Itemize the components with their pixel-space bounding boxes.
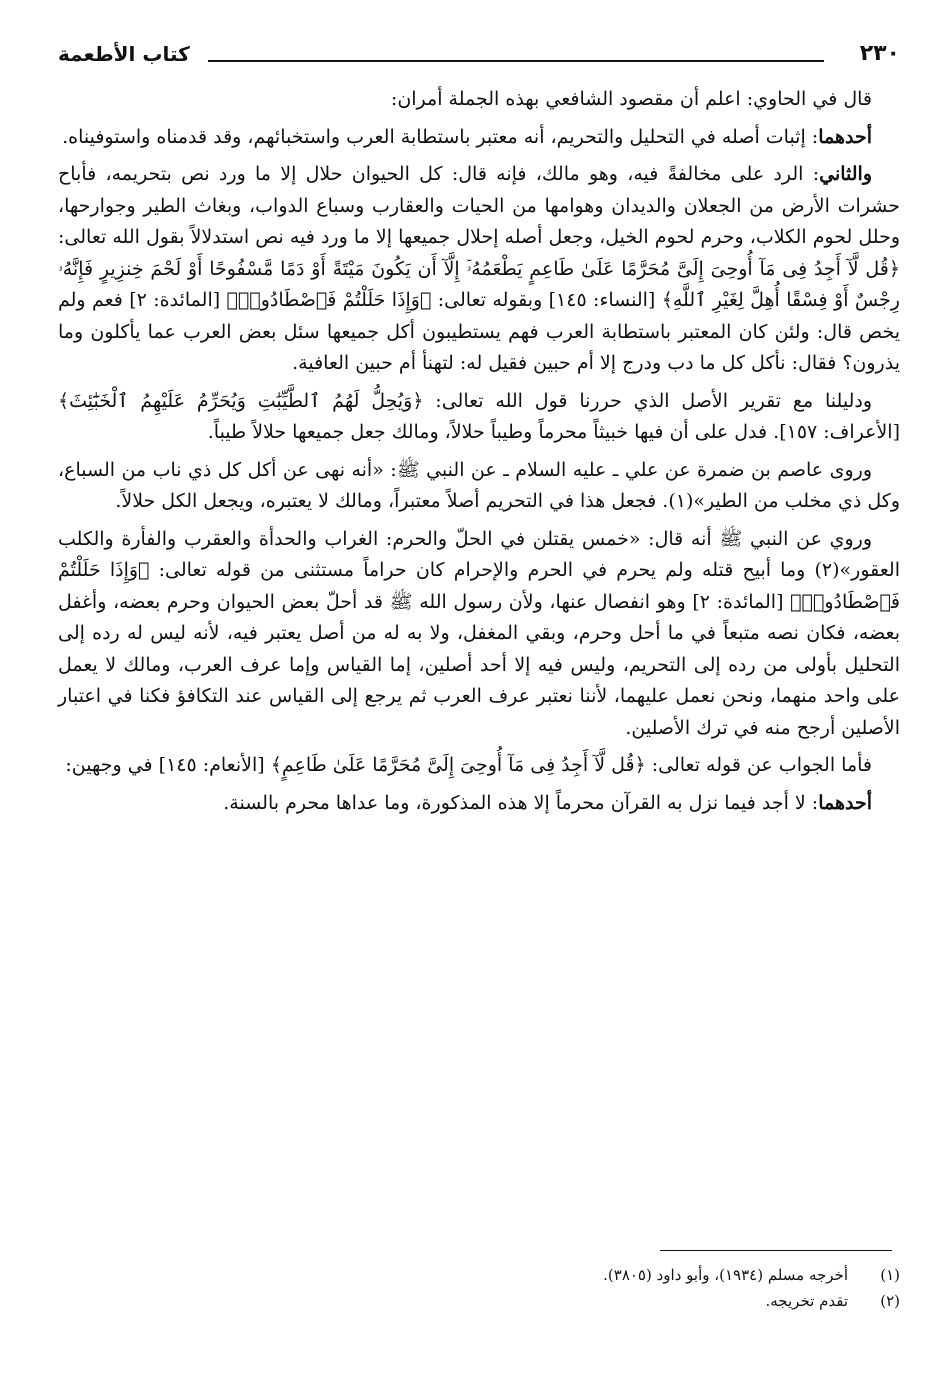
page-number: ٢٣٠ [859,41,900,66]
main-text [58,84,900,825]
answer-first-lead: أحدهما [818,791,872,814]
first-point-text: : إثبات أصله في التحليل والتحريم، أنه معتبر باستطابة العرب واستخبائهم، وقد قدمناه واستوفيناه. [62,125,819,148]
answer-first-text: : لا أجد فيما نزل به القرآن محرماً إلا هذه المذكورة، وما عداها محرم بالسنة. [223,791,819,814]
footnotes [58,1262,900,1314]
second-point-text: : الرد على مخالفةً فيه، وهو مالك، فإنه قال: كل الحيوان حلال إلا ما ورد نص بتحريمه، فأباح حشرات الأرض من الجعلان والديدان وهوامها من الحيات والعقارب وسباع الدواب، وبغاث الطير وجوارحها، وحلل لحوم الكلاب، وحرم لحوم الخيل، وجعل أصله إحلال جميعها إلا ما ورد فيه نص استدلالاً بقول الله تعالى: ﴿قُل لَّآ أَجِدُ فِى مَآ أُوحِىَ إِلَىَّ مُحَرَّمًا عَلَىٰ طَاعِمٍ يَطْعَمُهُۥٓ إِلَّآ أَن يَكُونَ مَيْتَةً أَوْ دَمًا مَّسْفُوحًا أَوْ لَحْمَ خِنزِيرٍ فَإِنَّهُۥ رِجْسٌ أَوْ فِسْقًا أُهِلَّ لِغَيْرِ ٱللَّهِ﴾ [النساء: ١٤٥] وبقوله تعالى: ﴿وَإِذَا حَلَلْتُمْ فَٱصْطَادُوا۟﴾ [المائدة: ٢] فعم ولم يخص قال: ولئن كان المعتبر باستطابة العرب فهم يستطيبون أكل جميعها سئل بعض العرب عما يأكلون وما يذرون؟ فقال: نأكل كل ما دب ودرج إلا أم حبين فقيل له: لتهنأ أم حبين العافية. [58,163,900,374]
paragraph-intro: قال في الحاوي: اعلم أن مقصود الشافعي بهذه الجملة أمران: [390,88,872,110]
paragraph-second-point [58,159,900,380]
paragraph-evidence: ودليلنا مع تقرير الأصل الذي حررنا قول الله تعالى: ﴿وَيُحِلُّ لَهُمُ ٱلطَّيِّبَٰتِ وَيُحَرِّمُ عَلَيْهِمُ ٱلْخَبَٰٓئِثَ﴾ [الأعراف: ١٥٧]. فدل على أن فيها خبيثاً محرماً وطيباً حلالاً، ومالك جعل جميعها حلالاً طيباً. [58,389,900,443]
footnote [58,1288,900,1314]
second-point-lead: والثاني [819,163,872,185]
paragraph-answer-first [58,788,900,820]
footnote-number: (٢) [880,1292,900,1310]
footnote-rule [660,1250,892,1251]
footnote-text: تقدم تخريجه. [765,1292,848,1310]
book-title: كتاب الأطعمة [58,42,190,66]
paragraph-hadith-asim: وروى عاصم بن ضمرة عن علي ـ عليه السلام ـ عن النبي ﷺ: «أنه نهى عن أكل كل ذي ناب من السباع، وكل ذي مخلب من الطير»(١). فجعل هذا في التحريم أصلاً معتبراً، ومالك لا يعتبره، ويجعل الكل حلالاً. [58,458,900,512]
page-header [58,36,900,76]
footnote [58,1262,900,1288]
header-rule [208,60,824,62]
paragraph-answer: فأما الجواب عن قوله تعالى: ﴿قُل لَّآ أَجِدُ فِى مَآ أُوحِىَ إِلَىَّ مُحَرَّمًا عَلَىٰ طَاعِمٍ﴾ [الأنعام: ١٤٥] في وجهين: [65,754,872,776]
paragraph-first-point [58,122,900,154]
footnote-number: (١) [880,1266,900,1284]
paragraph-hadith-five: وروي عن النبي ﷺ أنه قال: «خمس يقتلن في الحلّ والحرم: الغراب والحدأة والعقرب والفأرة والكلب العقور»(٢) وما أبيح قتله ولم يحرم في الحرم والإحرام كان حراماً مستثنى من قوله تعالى: ﴿وَإِذَا حَلَلْتُمْ فَٱصْطَادُوا۟﴾ [المائدة: ٢] وهو انفصال عنها، ولأن رسول الله ﷺ قد أحلّ بعض الحيوان وحرم بعضه، وأغفل بعضه، فكان نصه متبعاً في ما أحل وحرم، وبقي المغفل، ولا به له من أصل يعتبر فيه، لأنه ليس له رده إلى التحليل بأولى من رده إلى التحريم، وليس فيه إلا أحد أصلين، إما القياس وإما عرف العرب، ومالك لا يعمل على واحد منهما، ونحن نعمل عليهما، لأننا نعتبر عرف العرب ثم يرجع إلى القياس عند التكافؤ فكنا في اعتبار الأصلين أرجح منه في ترك الأصلين. [58,527,900,739]
footnote-text: أخرجه مسلم (١٩٣٤)، وأبو داود (٣٨٠٥). [603,1266,848,1284]
first-point-lead: أحدهما [818,125,872,148]
